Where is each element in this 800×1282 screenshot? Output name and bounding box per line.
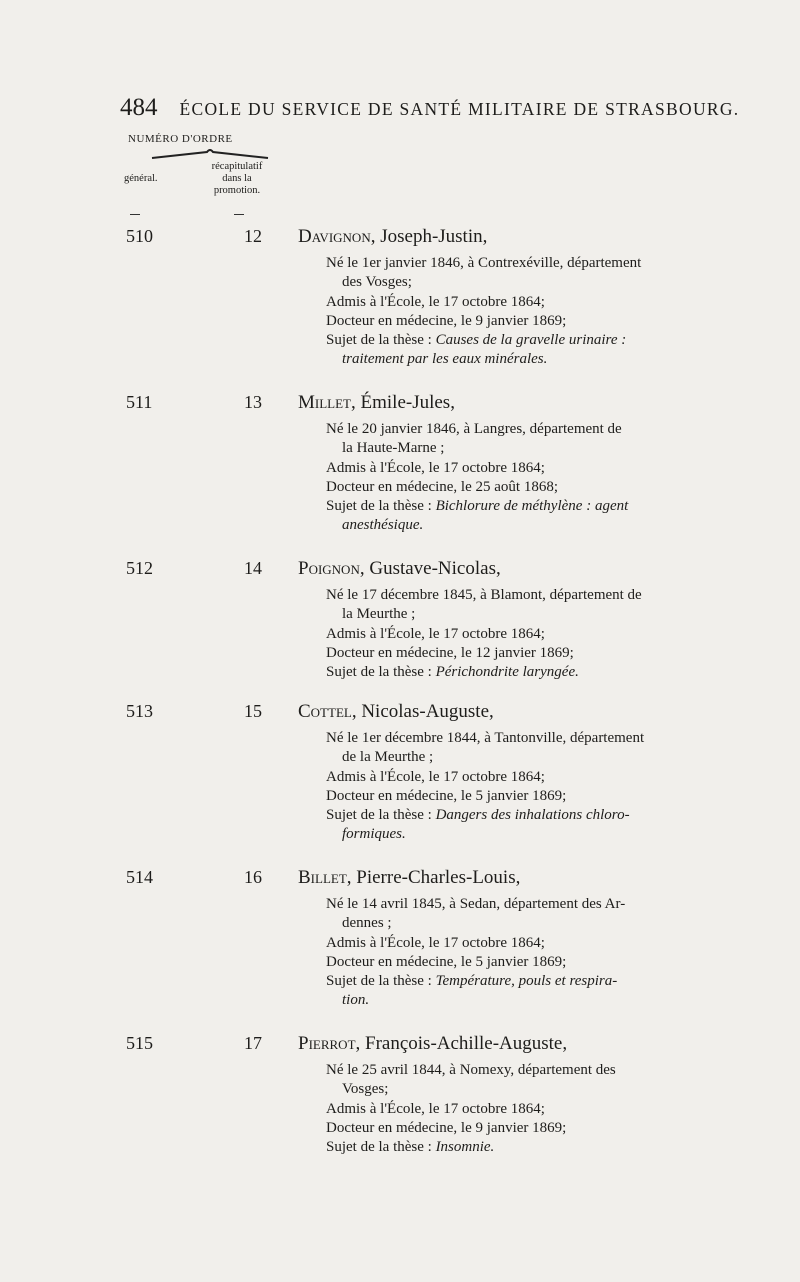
thesis-title: Insomnie. bbox=[435, 1139, 495, 1156]
entry-surname: Billet bbox=[298, 867, 347, 888]
entry-name bbox=[298, 701, 494, 723]
entry-general-number: 510 bbox=[126, 226, 153, 246]
entry-thesis bbox=[326, 972, 744, 991]
entry-given-names: , Nicolas-Auguste, bbox=[351, 701, 494, 722]
entry-general-number: 511 bbox=[126, 392, 153, 412]
thesis-prefix: Sujet de la thèse : bbox=[326, 973, 436, 990]
entry-surname: Millet bbox=[298, 392, 351, 413]
thesis-title: Dangers des inhalations chloro- bbox=[435, 807, 630, 824]
entry-admission: Admis à l'École, le 17 octobre 1864; bbox=[326, 625, 545, 642]
entry-details bbox=[326, 420, 744, 536]
entry-birth-line-cont: des Vosges; bbox=[342, 274, 412, 291]
entry-surname: Davignon bbox=[298, 226, 371, 247]
entry-admission: Admis à l'École, le 17 octobre 1864; bbox=[326, 768, 545, 785]
entry-general-number: 514 bbox=[126, 867, 153, 887]
entry-birth-line-cont: de la Meurthe ; bbox=[342, 749, 434, 766]
entry-name bbox=[298, 867, 520, 889]
column-header-recap-line: dans la bbox=[222, 173, 252, 184]
entry-surname: Cottel bbox=[298, 701, 352, 722]
entry-promotion-number: 17 bbox=[244, 1033, 262, 1053]
entry-birth-line: Né le 17 décembre 1845, à Blamont, département de bbox=[326, 587, 642, 603]
entry-doctorate: Docteur en médecine, le 5 janvier 1869; bbox=[326, 787, 567, 804]
entry-general-number: 512 bbox=[126, 558, 153, 578]
thesis-title-cont: tion. bbox=[342, 992, 370, 1009]
entry-doctorate: Docteur en médecine, le 25 août 1868; bbox=[326, 478, 559, 495]
thesis-title: Température, pouls et respira- bbox=[435, 973, 618, 990]
thesis-title-cont: anesthésique. bbox=[342, 517, 424, 534]
entry-birth-line: Né le 20 janvier 1846, à Langres, département de bbox=[326, 421, 622, 437]
entry-details bbox=[326, 1061, 744, 1157]
thesis-title-cont: formiques. bbox=[342, 826, 406, 843]
entry-admission: Admis à l'École, le 17 octobre 1864; bbox=[326, 459, 545, 476]
thesis-title: Périchondrite laryngée. bbox=[435, 664, 579, 681]
entry-general-number: 515 bbox=[126, 1033, 153, 1053]
entry-name bbox=[298, 226, 487, 248]
column-header-recap-line: récapitulatif bbox=[211, 161, 263, 172]
entry-doctorate: Docteur en médecine, le 5 janvier 1869; bbox=[326, 953, 567, 970]
entry-given-names: , François-Achille-Auguste, bbox=[355, 1033, 568, 1054]
entry-name bbox=[298, 392, 455, 414]
entry-details bbox=[326, 254, 744, 370]
page-header bbox=[120, 94, 739, 122]
entry-given-names: , Émile-Jules, bbox=[351, 392, 455, 413]
entry-thesis bbox=[326, 1138, 744, 1157]
column-divider-dash bbox=[130, 214, 140, 215]
entry-birth-line-cont: dennes ; bbox=[342, 915, 392, 932]
entry-given-names: , Gustave-Nicolas, bbox=[359, 558, 501, 579]
entry-thesis bbox=[326, 497, 744, 516]
entry-surname: Poignon bbox=[298, 558, 360, 579]
entry-given-names: , Pierre-Charles-Louis, bbox=[346, 867, 521, 888]
entry-details bbox=[326, 895, 744, 1011]
entry-general-number: 513 bbox=[126, 701, 153, 721]
entry-birth-line-cont: la Meurthe ; bbox=[342, 606, 416, 623]
entry-admission: Admis à l'École, le 17 octobre 1864; bbox=[326, 293, 545, 310]
column-header-recap-line: promotion. bbox=[213, 185, 261, 196]
thesis-title-cont: traitement par les eaux minérales. bbox=[342, 351, 548, 368]
column-group-title: NUMÉRO D'ORDRE bbox=[128, 133, 233, 145]
entry-name bbox=[298, 558, 501, 580]
entry-thesis bbox=[326, 331, 744, 350]
entry-birth-line: Né le 14 avril 1845, à Sedan, département des Ar- bbox=[326, 896, 626, 912]
column-divider-dash bbox=[234, 214, 244, 215]
entry-birth-line-cont: Vosges; bbox=[342, 1081, 389, 1098]
entry-admission: Admis à l'École, le 17 octobre 1864; bbox=[326, 1100, 545, 1117]
column-header-general: général. bbox=[124, 173, 158, 184]
thesis-prefix: Sujet de la thèse : bbox=[326, 498, 436, 515]
thesis-prefix: Sujet de la thèse : bbox=[326, 664, 436, 681]
entry-doctorate: Docteur en médecine, le 9 janvier 1869; bbox=[326, 312, 567, 329]
column-header-recap bbox=[197, 161, 277, 197]
entry-birth-line: Né le 1er décembre 1844, à Tantonville, département bbox=[326, 730, 645, 746]
column-brace bbox=[150, 146, 270, 160]
entry-birth-line: Né le 25 avril 1844, à Nomexy, département des bbox=[326, 1062, 616, 1078]
entry-promotion-number: 12 bbox=[244, 226, 262, 246]
entry-doctorate: Docteur en médecine, le 9 janvier 1869; bbox=[326, 1119, 567, 1136]
entry-details bbox=[326, 729, 744, 845]
entry-surname: Pierrot bbox=[298, 1033, 356, 1054]
thesis-title: Causes de la gravelle urinaire : bbox=[435, 332, 627, 349]
thesis-prefix: Sujet de la thèse : bbox=[326, 1139, 436, 1156]
entry-promotion-number: 16 bbox=[244, 867, 262, 887]
entry-promotion-number: 15 bbox=[244, 701, 262, 721]
page-number: 484 bbox=[120, 94, 158, 121]
thesis-prefix: Sujet de la thèse : bbox=[326, 807, 436, 824]
entry-birth-line-cont: la Haute-Marne ; bbox=[342, 440, 445, 457]
entry-thesis bbox=[326, 806, 744, 825]
running-title: ÉCOLE DU SERVICE DE SANTÉ MILITAIRE DE STRASBOURG. bbox=[179, 99, 740, 119]
entry-given-names: , Joseph-Justin, bbox=[370, 226, 488, 247]
entry-promotion-number: 14 bbox=[244, 558, 262, 578]
entry-admission: Admis à l'École, le 17 octobre 1864; bbox=[326, 934, 545, 951]
entry-details bbox=[326, 586, 744, 682]
entry-birth-line: Né le 1er janvier 1846, à Contrexéville, département bbox=[326, 255, 642, 271]
entry-doctorate: Docteur en médecine, le 12 janvier 1869; bbox=[326, 644, 574, 661]
entry-thesis bbox=[326, 663, 744, 682]
entry-promotion-number: 13 bbox=[244, 392, 262, 412]
thesis-title: Bichlorure de méthylène : agent bbox=[435, 498, 629, 515]
thesis-prefix: Sujet de la thèse : bbox=[326, 332, 436, 349]
entry-name bbox=[298, 1033, 567, 1055]
